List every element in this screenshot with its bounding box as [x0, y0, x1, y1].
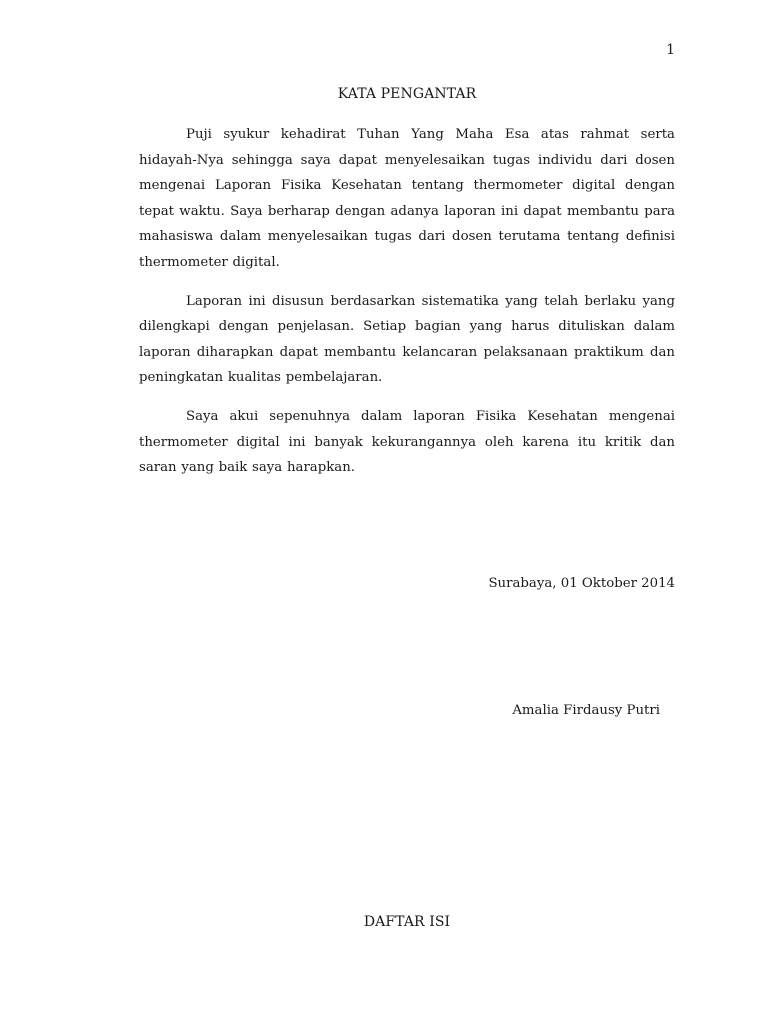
paragraph: Saya akui sepenuhnya dalam laporan Fisika Kesehatan mengenai thermometer digital ini banyak kekurangannya oleh karena itu kritik dan saran yang baik saya harapkan. [139, 408, 675, 476]
author-name: Amalia Firdausy Putri [512, 703, 660, 718]
page-number: 1 [666, 42, 675, 58]
paragraph: Puji syukur kehadirat Tuhan Yang Maha Esa atas rahmat serta hidayah-Nya sehingga saya dapat menyelesaikan tugas individu dari dosen mengenai Laporan Fisika Kesehatan tentang thermometer digital dengan tepat waktu. Saya berharap dengan adanya laporan ini dapat membantu para mahasiswa dalam menyelesaikan tugas dari dosen terutama tentang definisi thermometer digital. [139, 127, 675, 270]
page-title: KATA PENGANTAR [337, 86, 477, 102]
preface-body [139, 122, 675, 494]
paragraph: Laporan ini disusun berdasarkan sistematika yang telah berlaku yang dilengkapi dengan penjelasan. Setiap bagian yang harus dituliskan dalam laporan diharapkan dapat membantu kelancaran pelaksanaan praktikum dan peningkatan kualitas pembelajaran. [139, 293, 675, 386]
section-title-daftar-isi: DAFTAR ISI [363, 914, 451, 930]
place-date: Surabaya, 01 Oktober 2014 [488, 576, 675, 591]
